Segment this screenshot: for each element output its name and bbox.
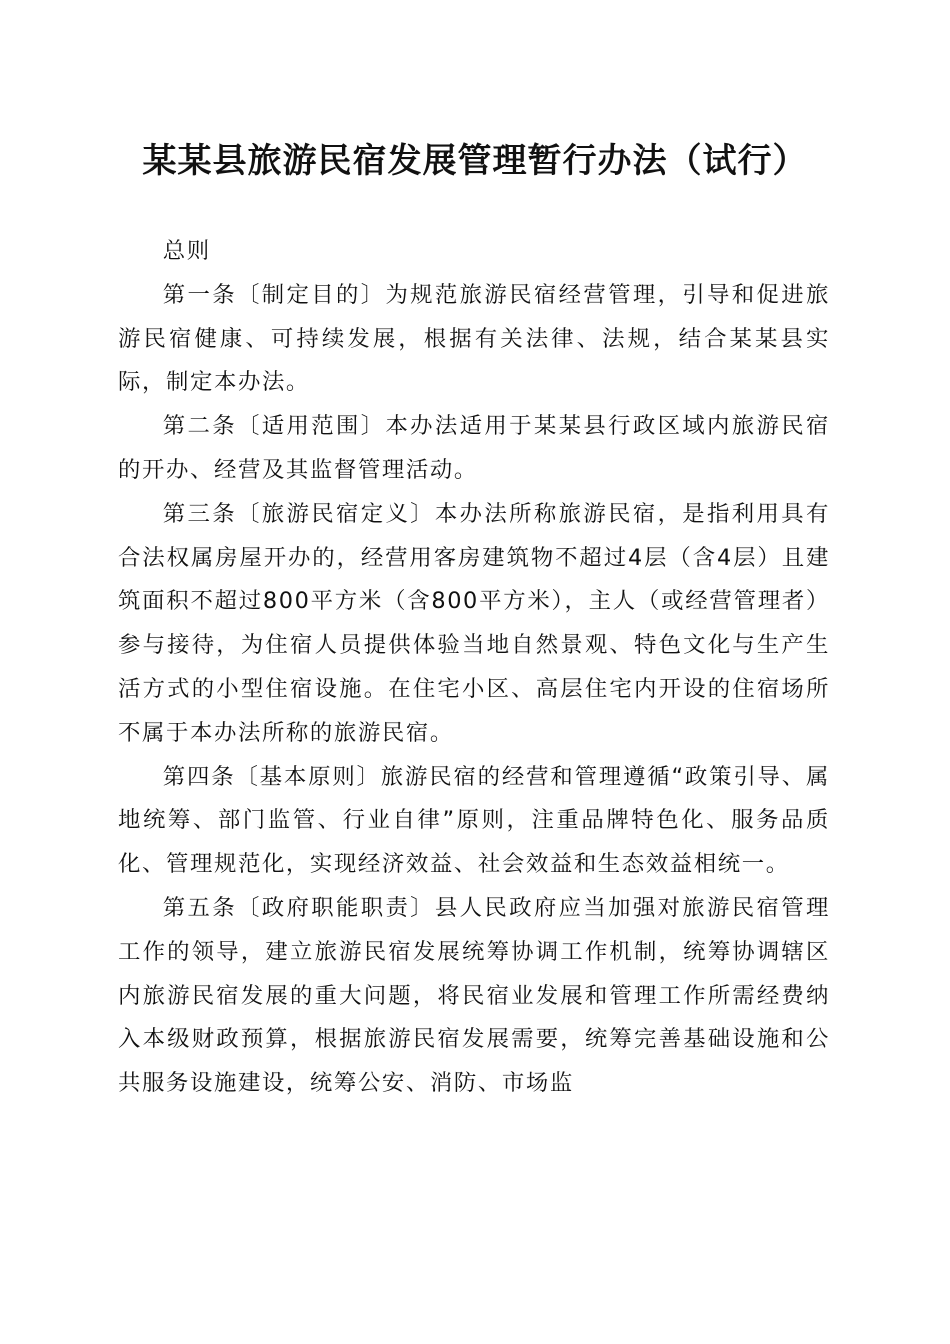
section-heading: 总则 [162,238,211,264]
article-5: 第五条〔政府职能职责〕县人民政府应当加强对旅游民宿管理工作的领导，建立旅游民宿发展统筹协调工作机制，统筹协调辖区内旅游民宿发展的重大问题，将民宿业发展和管理工作所需经费纳入本级财政预算，根据旅游民宿发展需要，统筹完善基础设施和公共服务设施建设，统筹公安、消防、市场监 [118,894,830,1097]
document-title: 某某县旅游民宿发展管理暂行办法（试行） [142,141,808,181]
article-1: 第一条〔制定目的〕为规范旅游民宿经营管理，引导和促进旅游民宿健康、可持续发展，根据有关法律、法规，结合某某县实际，制定本办法。 [118,281,830,396]
article-3: 第三条〔旅游民宿定义〕本办法所称旅游民宿，是指利用具有合法权属房屋开办的，经营用客房建筑物不超过4层（含4层）且建筑面积不超过800平方米（含800平方米），主人（或经营管理者）参与接待，为住宿人员提供体验当地自然景观、特色文化与生产生活方式的小型住宿设施。在住宅小区、高层住宅内开设的住宿场所不属于本办法所称的旅游民宿。 [118,500,830,746]
article-2: 第二条〔适用范围〕本办法适用于某某县行政区域内旅游民宿的开办、经营及其监督管理活动。 [118,413,830,483]
article-4: 第四条〔基本原则〕旅游民宿的经营和管理遵循“政策引导、属地统筹、部门监管、行业自律”原则，注重品牌特色化、服务品质化、管理规范化，实现经济效益、社会效益和生态效益相统一。 [118,763,830,878]
document-body [118,230,830,1106]
